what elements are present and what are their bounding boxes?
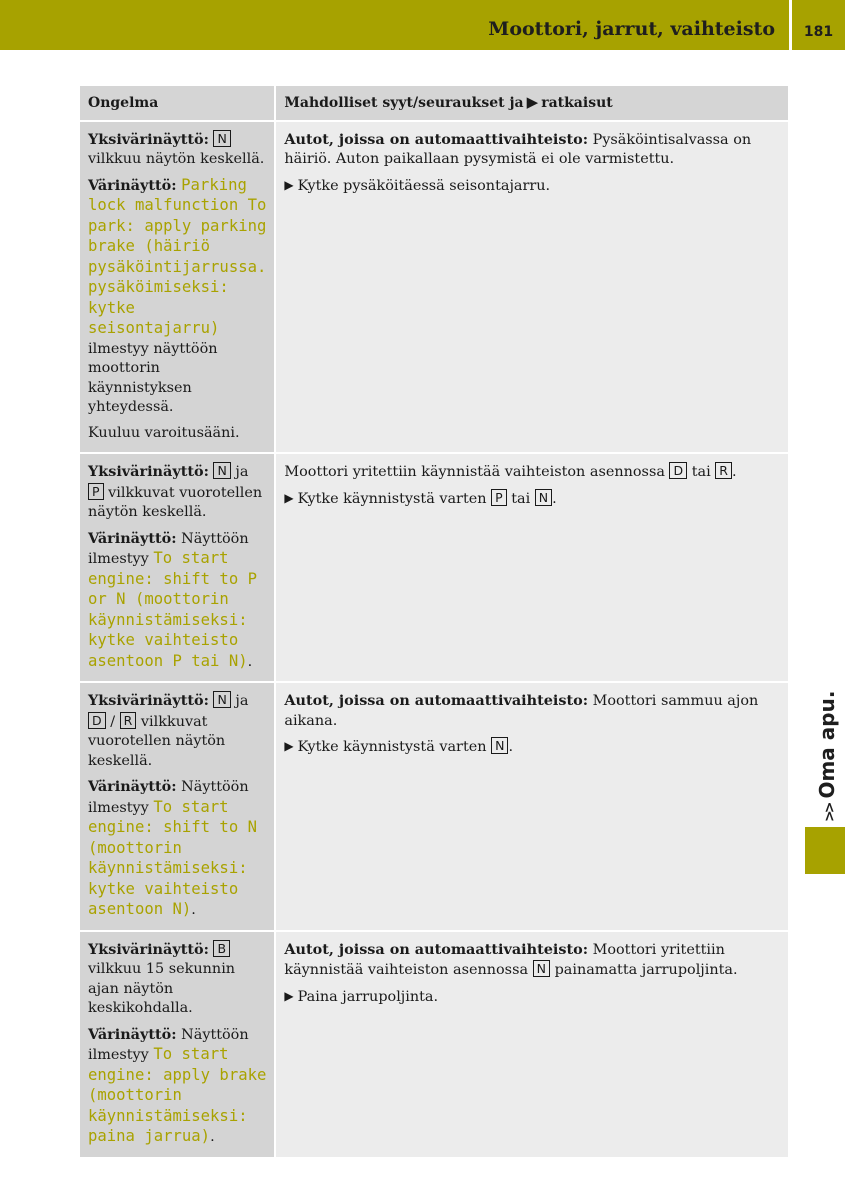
color-display-label: Värinäyttö: bbox=[88, 778, 177, 795]
gear-key-r: R bbox=[715, 462, 732, 479]
action-step bbox=[284, 489, 782, 510]
page-number: 181 bbox=[803, 24, 834, 40]
problem-cell bbox=[80, 932, 276, 1157]
gear-key-n: N bbox=[535, 489, 552, 506]
column-header-problem: Ongelma bbox=[80, 86, 276, 122]
color-display-label: Värinäyttö: bbox=[88, 176, 177, 194]
cause-condition: Autot, joissa on automaattivaihteisto: bbox=[284, 130, 589, 148]
single-color-display-note bbox=[88, 691, 266, 771]
color-display-prefix: Näyttöön ilmestyy bbox=[88, 779, 249, 816]
single-display-text: vilkkuu 15 sekunnin ajan näytön keskikohdalla. bbox=[88, 961, 236, 1016]
color-display-label: Värinäyttö: bbox=[88, 1025, 177, 1043]
cause-description: Moottori yritettiin käynnistää vaihteiston asennossa bbox=[284, 464, 665, 480]
single-display-label: Yksivärinäyttö: bbox=[88, 130, 209, 148]
cause-description-end: painamatta jarrupoljinta. bbox=[554, 962, 738, 978]
gear-key-p: P bbox=[491, 489, 507, 506]
cause-text bbox=[284, 130, 782, 170]
table-row bbox=[80, 683, 788, 932]
solution-cell bbox=[276, 122, 788, 455]
cause-description: Moottori sammuu ajon aikana. bbox=[284, 693, 759, 729]
table-row bbox=[80, 932, 788, 1157]
color-display-label: Värinäyttö: bbox=[88, 529, 177, 547]
gear-key-n: N bbox=[213, 462, 230, 479]
triangle-right-icon: ▶ bbox=[284, 988, 294, 1003]
cause-text bbox=[284, 940, 782, 981]
sentence-end: . bbox=[552, 490, 557, 507]
display-message: To start engine: apply brake (moottorin käynnistämiseksi: paina jarrua) bbox=[88, 1045, 267, 1145]
triangle-right-icon: ▶ bbox=[526, 93, 539, 111]
column-header-causes bbox=[276, 86, 788, 122]
single-display-label: Yksivärinäyttö: bbox=[88, 692, 209, 709]
conjunction: ja bbox=[235, 464, 249, 480]
color-display-note bbox=[88, 176, 266, 418]
single-display-label: Yksivärinäyttö: bbox=[88, 463, 209, 480]
triangle-right-icon: ▶ bbox=[284, 739, 294, 753]
single-display-text: vilkkuvat vuorotellen näytön keskellä. bbox=[88, 713, 226, 769]
gear-key-p: P bbox=[88, 483, 104, 500]
cause-condition: Autot, joissa on automaattivaihteisto: bbox=[284, 940, 589, 958]
action-step bbox=[284, 176, 782, 197]
cause-description: Pysäköintisalvassa on häiriö. Auton paikallaan pysymistä ei ole varmistettu. bbox=[284, 131, 752, 167]
page-title: Moottori, jarrut, vaihteisto bbox=[488, 18, 775, 40]
solution-cell bbox=[276, 454, 788, 683]
sentence-end: . bbox=[508, 739, 514, 755]
gear-key-n: N bbox=[533, 960, 550, 977]
color-display-note bbox=[88, 1025, 266, 1148]
gear-key-r: R bbox=[120, 712, 137, 729]
table-row bbox=[80, 454, 788, 683]
color-display-note bbox=[88, 529, 266, 673]
fault-table bbox=[80, 86, 788, 1157]
sentence-end: . bbox=[731, 464, 737, 480]
triangle-right-icon: ▶ bbox=[284, 177, 294, 192]
action-text: Paina jarrupoljinta. bbox=[297, 988, 439, 1005]
brake-key-b: B bbox=[213, 940, 230, 957]
single-color-display-note bbox=[88, 940, 266, 1019]
color-display-prefix: Näyttöön ilmestyy bbox=[88, 530, 249, 567]
single-color-display-note bbox=[88, 130, 266, 170]
color-display-text: ilmestyy näyttöön moottorin käynnistyksen yhteydessä. bbox=[88, 340, 218, 415]
table-header-row bbox=[80, 86, 788, 122]
single-display-text: vilkkuvat vuorotellen näytön keskellä. bbox=[88, 484, 263, 520]
column-header-solutions-text: ratkaisut bbox=[541, 95, 613, 111]
gear-key-n: N bbox=[213, 130, 230, 147]
display-message: To start engine: shift to N (moottorin käynnistämiseksi: kytke vaihteisto asentoon N) bbox=[88, 797, 257, 918]
gear-key-n: N bbox=[491, 737, 508, 754]
cause-description: Moottori yritettiin käynnistää vaihteiston asennossa bbox=[284, 941, 725, 978]
warning-tone-note: Kuuluu varoitusääni. bbox=[88, 424, 240, 441]
conjunction: tai bbox=[511, 490, 531, 507]
solution-cell bbox=[276, 932, 788, 1157]
sentence-end: . bbox=[191, 902, 196, 918]
cause-condition: Autot, joissa on automaattivaihteisto: bbox=[284, 692, 589, 709]
conjunction: ja bbox=[235, 693, 249, 709]
action-step bbox=[284, 987, 782, 1008]
cause-text bbox=[284, 691, 782, 731]
color-display-note bbox=[88, 777, 266, 921]
action-text: Kytke pysäköitäessä seisontajarru. bbox=[297, 177, 551, 194]
side-tab-text: Oma apu. bbox=[815, 690, 839, 799]
single-display-label: Yksivärinäyttö: bbox=[88, 940, 209, 958]
problem-cell bbox=[80, 683, 276, 932]
action-text: Kytke käynnistystä varten bbox=[297, 490, 487, 507]
solution-cell bbox=[276, 683, 788, 932]
side-tab[interactable] bbox=[805, 827, 845, 874]
action-text: Kytke käynnistystä varten bbox=[297, 739, 487, 755]
problem-cell bbox=[80, 454, 276, 683]
single-display-text: vilkkuu näytön keskellä. bbox=[88, 151, 265, 167]
single-color-display-note bbox=[88, 462, 266, 523]
display-message: To start engine: shift to P or N (moottorin käynnistämiseksi: kytke vaihteisto asentoon P tai N) bbox=[88, 549, 257, 670]
gear-key-n: N bbox=[213, 691, 230, 708]
sentence-end: . bbox=[210, 1129, 215, 1145]
separator: / bbox=[110, 713, 116, 730]
action-step bbox=[284, 737, 782, 758]
double-chevron-icon: >> bbox=[822, 804, 838, 822]
gear-key-d: D bbox=[88, 712, 106, 729]
side-tab-label[interactable] bbox=[815, 691, 839, 822]
conjunction: tai bbox=[691, 464, 711, 480]
table-row bbox=[80, 122, 788, 455]
triangle-right-icon: ▶ bbox=[284, 490, 294, 505]
problem-cell bbox=[80, 122, 276, 455]
gear-key-d: D bbox=[669, 462, 687, 479]
sentence-end: . bbox=[247, 653, 253, 670]
cause-text bbox=[284, 462, 782, 483]
column-header-causes-text: Mahdolliset syyt/seuraukset ja bbox=[284, 95, 524, 111]
display-message: Parking lock malfunction To park: apply parking brake (häiriö pysäköintijarrussa. pysäköimiseksi: kytke seisontajarru) bbox=[88, 175, 267, 337]
color-display-prefix: Näyttöön ilmestyy bbox=[88, 1026, 249, 1063]
